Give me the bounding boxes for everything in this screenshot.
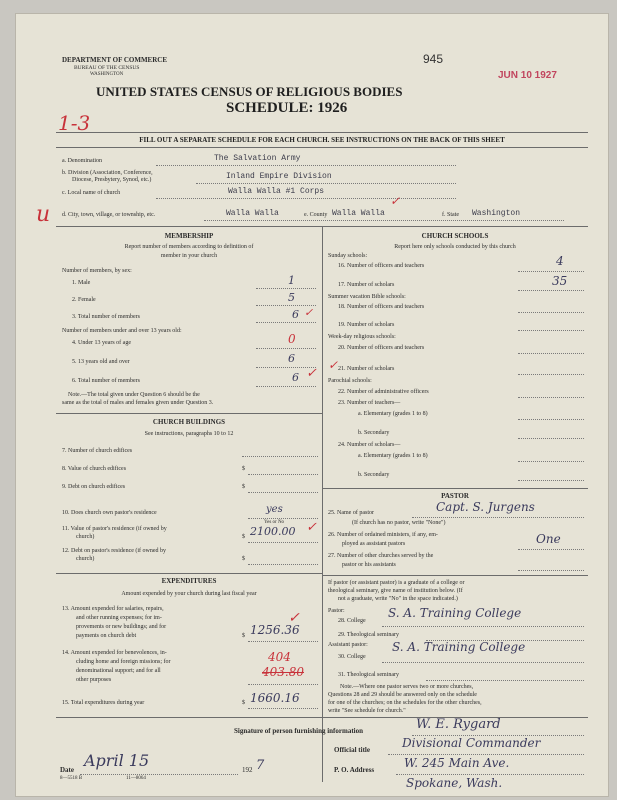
denomination-line [156, 165, 456, 166]
state-value: Washington [472, 209, 521, 218]
q8-dollar: $ [242, 466, 245, 472]
q14-line [248, 684, 318, 685]
q24a-line [518, 461, 584, 462]
q14-label: 14. Amount expended for benevolences, in- [62, 650, 167, 656]
print-order-number: 11—8064 [126, 776, 146, 781]
q5-label: 5. 13 years old and over [72, 359, 130, 365]
q23b-label: b. Secondary [358, 430, 390, 436]
state-label: f. State [442, 212, 459, 218]
q23-label: 23. Number of teachers— [338, 400, 401, 406]
q10-label: 10. Does church own pastor's residence [62, 510, 157, 516]
membership-note-1: Note.—The total given under Question 6 should be the [68, 392, 200, 398]
form-title: UNITED STATES CENSUS OF RELIGIOUS BODIES [96, 84, 403, 99]
po-address-line-1: W. 245 Main Ave. [404, 756, 510, 770]
received-date-stamp: JUN 10 1927 [498, 70, 557, 81]
q15-dollar: $ [242, 700, 245, 706]
q30-line [382, 662, 584, 663]
pastor-note-1: Note.—Where one pastor serves two or more churches, [340, 684, 474, 690]
q28-value: S. A. Training College [388, 606, 522, 620]
q3-line [256, 322, 316, 323]
q17-line [518, 290, 584, 291]
q26-label-2: ployed as assistant pastors [342, 541, 406, 547]
q26-label: 26. Number of ordained ministers, if any, em- [328, 532, 438, 538]
q15-label: 15. Total expenditures during year [62, 700, 145, 706]
buildings-rule [56, 573, 322, 574]
division-line [196, 183, 456, 184]
q14-struck-value: 403.80 [262, 665, 304, 679]
expenditures-heading: EXPENDITURES [161, 577, 217, 585]
q26-line [518, 549, 584, 550]
q11-line [248, 542, 318, 543]
by-sex-label: Number of members, by sex: [62, 268, 132, 274]
q23b-line [518, 438, 584, 439]
local-name-value: Walla Walla #1 Corps [228, 187, 325, 196]
q9-dollar: $ [242, 484, 245, 490]
form-print-number: 8—5518 B [60, 776, 83, 781]
q1-value: 1 [288, 274, 295, 287]
schedule-title: SCHEDULE: 1926 [226, 100, 348, 116]
q6-check: ✓ [306, 366, 317, 381]
grad-note-2: theological seminary, give name of institution below. (If [328, 588, 463, 594]
q13-label-4: payments on church debt [76, 633, 137, 639]
q24-label: 24. Number of scholars— [338, 442, 401, 448]
q22-line [518, 397, 584, 398]
q10-value: yes [266, 504, 283, 515]
q6-value: 6 [292, 371, 299, 384]
pastor-rule [322, 575, 588, 576]
q18-label: 18. Number of officers and teachers [338, 304, 425, 310]
q13-value: 1256.36 [250, 623, 300, 637]
date-line [80, 774, 238, 775]
header-rule-top [56, 132, 588, 133]
membership-rule [56, 413, 322, 414]
q3-check: ✓ [304, 306, 314, 319]
q15-line [248, 708, 318, 709]
q23a-label: a. Elementary (grades 1 to 8) [358, 411, 428, 417]
local-name-label: c. Local name of church [62, 190, 121, 196]
q25-line [412, 517, 584, 518]
q27-line [518, 570, 584, 571]
q3-label: 3. Total number of members [72, 314, 140, 320]
membership-heading: MEMBERSHIP [164, 232, 214, 240]
q18-line [518, 312, 584, 313]
q14-label-2: cluding home and foreign missions; for [76, 659, 171, 665]
bureau-label: BUREAU OF THE CENSUS [74, 65, 140, 71]
q24a-label: a. Elementary (grades 1 to 8) [358, 453, 428, 459]
q11-value: 2100.00 [250, 525, 296, 538]
signature-value: W. E. Rygard [416, 717, 501, 732]
q25-label: 25. Name of pastor [328, 510, 374, 516]
q5-value: 6 [288, 352, 295, 365]
q17-value: 35 [552, 274, 568, 288]
q13-label-3: provements or new buildings; and for [76, 624, 167, 630]
q29-label: 29. Theological seminary [338, 632, 400, 638]
q13-label-2: and other running expenses; for im- [76, 615, 162, 621]
denomination-label: a. Denomination [62, 158, 102, 164]
date-label: Date [60, 766, 74, 774]
membership-sub-2: member in your church [160, 253, 218, 259]
q2-value: 5 [288, 291, 295, 304]
assistant-sublabel: Assistant pastor: [328, 642, 368, 648]
q8-label: 8. Value of church edifices [62, 466, 127, 472]
q1-line [256, 288, 316, 289]
year-value: 7 [256, 758, 265, 773]
q19-line [518, 330, 584, 331]
q9-line [248, 492, 318, 493]
po-address-label: P. O. Address [334, 766, 375, 774]
yes-no-hint: Yes or No [264, 520, 285, 525]
q14-label-3: denominational support; and for all [76, 668, 161, 674]
po-address-line-2: Spokane, Wash. [406, 776, 503, 790]
q9-label: 9. Debt on church edifices [62, 484, 126, 490]
pastor-note-2: Questions 28 and 29 should be answered only on the schedule [328, 692, 477, 698]
q13-label: 13. Amount expended for salaries, repairs, [62, 606, 164, 612]
q3-value: 6 [292, 308, 299, 321]
q4-label: 4. Under 13 years of age [72, 340, 131, 346]
q28-line [382, 626, 584, 627]
pastor-heading: PASTOR [441, 492, 469, 500]
division-label: b. Division (Association, Conference, [62, 170, 153, 176]
q21-label: 21. Number of scholars [338, 366, 395, 372]
q31-line [426, 680, 584, 681]
signature-label: Signature of person furnishing information [234, 727, 363, 735]
q17-label: 17. Number of scholars [338, 282, 395, 288]
q13-line [248, 641, 318, 642]
q31-label: 31. Theological seminary [338, 672, 400, 678]
margin-mark: 1-3 [58, 111, 91, 135]
q6-label: 6. Total number of members [72, 378, 140, 384]
city-label: d. City, town, village, or township, etc. [62, 212, 156, 218]
q8-line [248, 474, 318, 475]
q26-value: One [536, 532, 561, 546]
county-label: e. County [304, 212, 328, 218]
city-line [204, 220, 564, 221]
grad-note-1: If pastor (or assistant pastor) is a graduate of a college or [328, 580, 465, 586]
q4-value: 0 [288, 332, 296, 346]
side-mark: u [36, 202, 51, 227]
city-value: Walla Walla [226, 209, 279, 218]
q22-label: 22. Number of administrative officers [338, 389, 429, 395]
schools-heading: CHURCH SCHOOLS [421, 232, 489, 240]
q4-line [256, 348, 316, 349]
q21-line [518, 374, 584, 375]
instruction-line: FILL OUT A SEPARATE SCHEDULE FOR EACH CHURCH. SEE INSTRUCTIONS ON THE BACK OF THIS SHEET [139, 136, 505, 144]
q11-label: 11. Value of pastor's residence (if owned by [62, 526, 167, 532]
county-check: ✓ [390, 194, 401, 208]
q7-line [242, 456, 318, 457]
q16-value: 4 [556, 254, 564, 268]
q10-line [248, 518, 318, 519]
q13-dollar: $ [242, 633, 245, 639]
q12-dollar: $ [242, 556, 245, 562]
q14-corrected-value: 404 [268, 650, 291, 664]
local-name-line [156, 198, 456, 199]
q19-label: 19. Number of scholars [338, 322, 395, 328]
pastor-note-3: for one of the churches; on the schedules for the other churches, [328, 700, 482, 706]
q12-line [248, 564, 318, 565]
q20-label: 20. Number of officers and teachers [338, 345, 425, 351]
q24b-label: b. Secondary [358, 472, 390, 478]
buildings-heading: CHURCH BUILDINGS [152, 418, 226, 426]
official-title-value: Divisional Commander [402, 736, 541, 750]
grad-note-3: not a graduate, write "No" in the space indicated.) [338, 596, 458, 602]
census-schedule-form [16, 14, 608, 796]
q6-line [256, 386, 316, 387]
q7-label: 7. Number of church edifices [62, 448, 133, 454]
form-number: 945 [423, 52, 444, 66]
schools-sub: Report here only schools conducted by this church [394, 244, 516, 250]
denomination-value: The Salvation Army [214, 154, 301, 163]
date-value: April 15 [84, 751, 150, 770]
q21-check: ✓ [328, 358, 339, 372]
q25-value: Capt. S. Jurgens [436, 500, 535, 514]
q16-line [518, 271, 584, 272]
membership-note-2: same as the total of males and females given under Question 3. [62, 400, 214, 406]
po-address-line [396, 774, 584, 775]
q20-line [518, 353, 584, 354]
division-value: Inland Empire Division [226, 172, 332, 181]
q27-label: 27. Number of other churches served by the [328, 553, 434, 559]
buildings-sub: See instructions, paragraphs 10 to 12 [144, 431, 234, 437]
weekday-label: Week-day religious schools: [328, 334, 396, 340]
official-title-label: Official title [334, 746, 370, 754]
column-divider [322, 226, 323, 782]
sunday-label: Sunday schools: [328, 253, 368, 259]
under-over-label: Number of members under and over 13 years old: [62, 328, 182, 334]
expenditures-sub: Amount expended by your church during last fiscal year [121, 591, 257, 597]
division-label-2: Diocese, Presbytery, Synod, etc.) [72, 177, 152, 183]
q11-dollar: $ [242, 534, 245, 540]
county-value: Walla Walla [332, 209, 385, 218]
department-label: DEPARTMENT OF COMMERCE [62, 56, 168, 64]
q30-label: 30. College [338, 654, 366, 660]
q24b-line [518, 480, 584, 481]
pastor-note-4: write "See schedule for church." [328, 708, 406, 714]
q14-label-4: other purposes [76, 677, 112, 683]
schools-rule [322, 488, 588, 489]
summer-label: Summer vacation Bible schools: [328, 294, 406, 300]
q11-label-2: church) [76, 534, 95, 540]
q2-label: 2. Female [72, 297, 96, 303]
q23a-line [518, 419, 584, 420]
q11-check: ✓ [306, 520, 317, 535]
pastor-sublabel: Pastor: [328, 608, 345, 614]
washington-label: WASHINGTON [90, 72, 124, 77]
q12-label: 12. Debt on pastor's residence (if owned by [62, 548, 167, 554]
header-rule-bottom [56, 147, 588, 148]
body-bottom-rule [56, 717, 588, 718]
q30-value: S. A. Training College [392, 640, 526, 654]
q25-note: (If church has no pastor, write "None") [352, 520, 446, 526]
parochial-label: Parochial schools: [328, 378, 372, 384]
q27-label-2: pastor or his assistants [342, 562, 396, 568]
year-prefix: 192 [242, 766, 253, 774]
q16-label: 16. Number of officers and teachers [338, 263, 425, 269]
official-title-line [388, 754, 584, 755]
q28-label: 28. College [338, 618, 366, 624]
membership-sub-1: Report number of members according to definition of [124, 244, 254, 250]
q1-label: 1. Male [72, 280, 91, 286]
q12-label-2: church) [76, 556, 95, 562]
q15-value: 1660.16 [250, 691, 300, 705]
q13-check: ✓ [288, 610, 300, 626]
